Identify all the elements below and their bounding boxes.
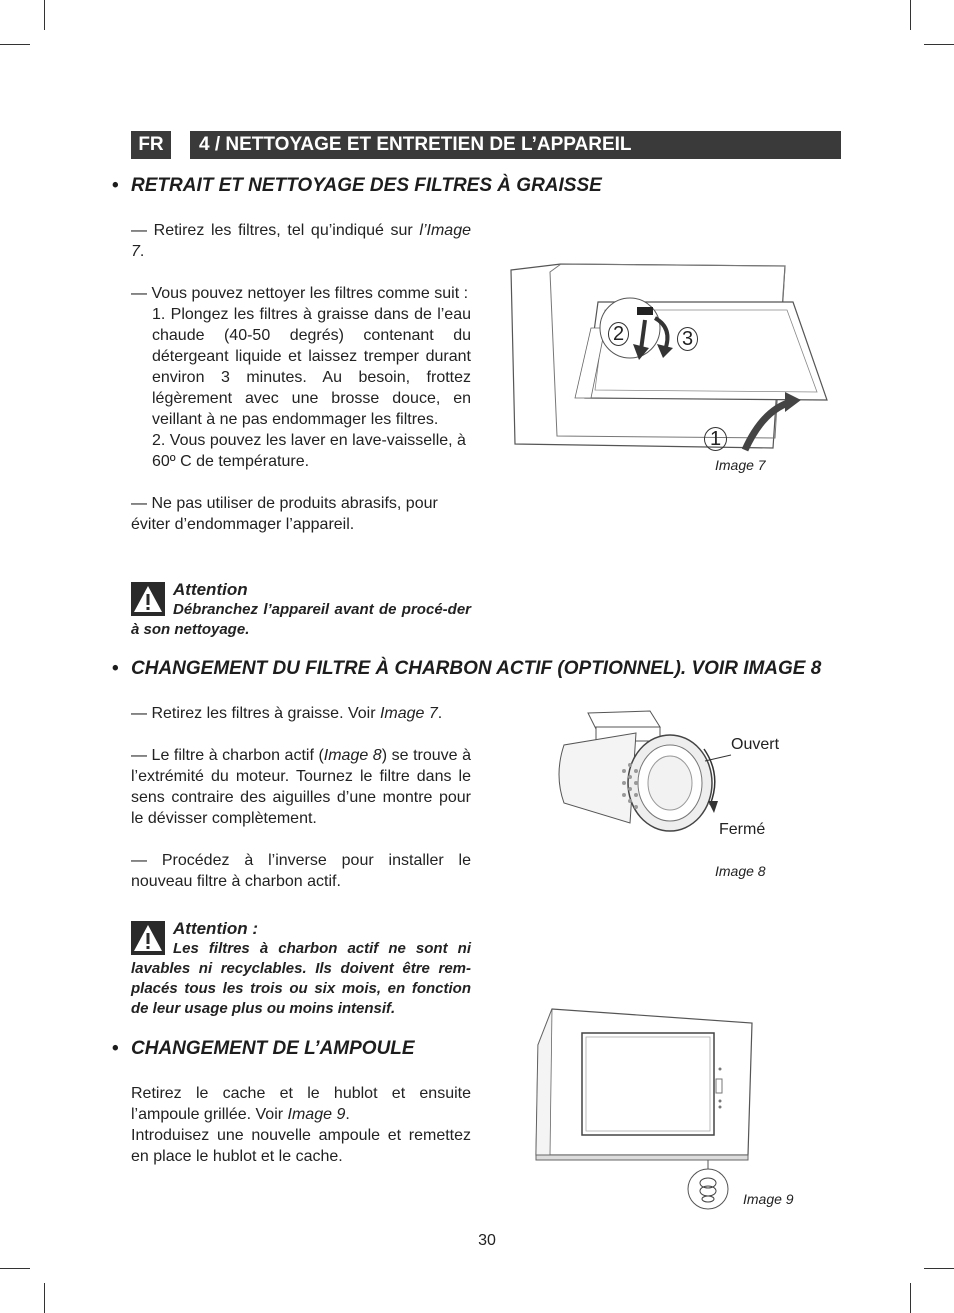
image-9-hood-bulb-diagram	[530, 1005, 760, 1215]
image-7-label-2: 2	[608, 323, 629, 346]
image-8-motor-charcoal-filter	[550, 705, 730, 840]
label-closed: Fermé	[719, 821, 766, 838]
page-number: 30	[478, 1232, 496, 1249]
image-7-label-1: 1	[704, 428, 727, 451]
chapter-title: 4 / NETTOYAGE ET ENTRETIEN DE L’APPAREIL	[190, 131, 841, 159]
image-7-hood-filter-diagram	[505, 258, 835, 458]
image-8-caption: Image 8	[715, 863, 766, 879]
bulb-instructions: Retirez le cache et le hublot et ensuite l’ampoule grillée. Voir Image 9. Introduisez une nouvelle ampoule et remettez en place le hublot et le cache.	[131, 1085, 471, 1165]
image-7-label-3: 3	[677, 328, 698, 351]
section-heading-grease-filters: • RETRAIT ET NETTOYAGE DES FILTRES À GRAISSE	[112, 175, 602, 196]
label-open: Ouvert	[731, 736, 780, 753]
warning-block-1: Attention Débranchez l’appareil avant de procé-der à son nettoyage.	[131, 580, 471, 638]
section-heading-charcoal-filter: • CHANGEMENT DU FILTRE À CHARBON ACTIF (OPTIONNEL). VOIR IMAGE 8	[112, 658, 822, 679]
open-arrow-icon	[703, 750, 733, 760]
image-9-caption: Image 9	[743, 1191, 794, 1207]
warning-block-2: Attention : Les filtres à charbon actif ne sont ni lavables ni recyclables. Ils doivent être rem-placés tous les trois ou six mois, en fonction de leur usage plus ou moins intensif.	[131, 919, 471, 1017]
charcoal-filter-instructions: — Retirez les filtres à graisse. Voir Image 7. — Le filtre à charbon actif (Image 8) se trouve à l’extrémité du moteur. Tournez le filtre dans le sens contraire des aiguilles d’une montre pour le dévisser complètement. — Procédez à l’inverse pour installer le nouveau filtre à charbon actif.	[131, 705, 471, 890]
language-badge: FR	[131, 131, 171, 159]
grease-filter-instructions: — Retirez les filtres, tel qu’indiqué sur l’Image 7. — Vous pouvez nettoyer les filtres comme suit : 1. Plongez les filtres à graisse dans de l’eau chaude (40-50 degrés) contenant du détergeant liquide et laissez tremper durant environ 3 minutes. Au besoin, frottez légèrement avec une brosse douce, en veillant à ne pas endommager les filtres. 2. Vous pouvez les laver en lave-vaisselle, à 60º C de température. — Ne pas utiliser de produits abrasifs, pour éviter d’endommager l’appareil.	[131, 222, 471, 533]
image-7-caption: Image 7	[715, 457, 766, 473]
section-heading-bulb: • CHANGEMENT DE L’AMPOULE	[112, 1038, 415, 1059]
